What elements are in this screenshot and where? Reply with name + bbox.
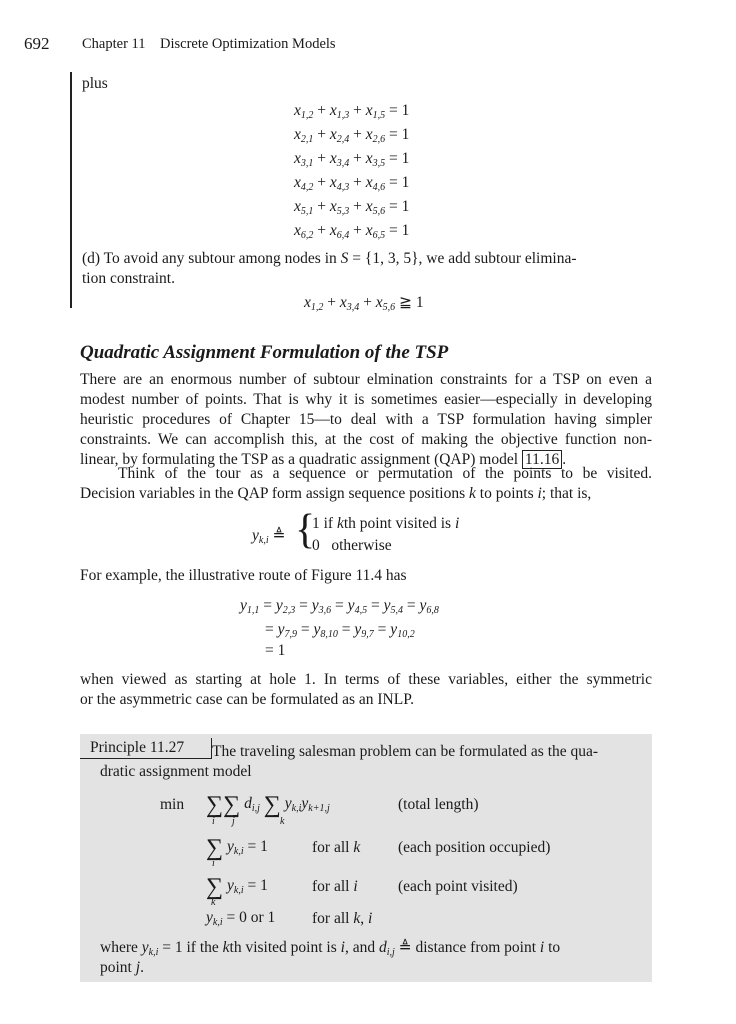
for-all-i: for all i [312,878,358,895]
where-clause-line2: point j. [100,959,144,976]
sum-index-i-2: i [212,858,215,869]
min-label: min [160,796,185,813]
objective-function: ∑∑ $d_{i,j}$ ∑ $y_{k,i}y_{k+1,j}$ [206,792,330,818]
section-paragraph-2: Think of the tour as a sequence or permutation of the points to be visited. Decision variables in the QAP form assign sequence positions k to points i; that is, [80,465,652,502]
running-title: Chapter 11 Discrete Optimization Models [82,36,336,52]
note-total-length: (total length) [398,796,479,813]
example-intro: For example, the illustrative route of Figure 11.4 has [80,567,407,584]
principle-label: Principle 11.27 [80,738,212,759]
point-constraint: ∑ $y_{k,i} = 1$ [206,874,268,900]
note-point: (each point visited) [398,878,518,895]
route-equation-line1: $y_{1,1} = y_{2,3} = y_{3,6} = y_{4,5} = y_{5,4} = y_{6,8}$ [240,597,439,616]
principle-text-line1: The traveling salesman problem can be formulated as the qua- [212,743,599,760]
principle-text-line2: dratic assignment model [100,763,252,780]
sum-index-k-2: k [211,897,216,908]
constraint-node1: $x_{1,2} + x_{1,3} + x_{1,5} = 1$ [294,102,410,121]
sum-index-i: i [212,816,215,827]
constraint-node5: $x_{5,1} + x_{5,3} + x_{5,6} = 1$ [294,198,410,217]
model-reference-link[interactable]: 11.16 [522,450,562,469]
note-position: (each position occupied) [398,839,551,856]
constraint-node6: $x_{6,2} + x_{6,4} + x_{6,5} = 1$ [294,222,410,241]
y-definition-lhs: $y_{k,i}$ ≜ [252,527,286,546]
position-constraint: ∑ $y_{k,i} = 1$ [206,835,268,861]
page-number: 692 [24,34,50,53]
route-equation-line3: = 1 [265,642,286,659]
constraint-node4: $x_{4,2} + x_{4,3} + x_{4,6} = 1$ [294,174,410,193]
where-clause-line1: where $y_{k,i} = 1$ if the kth visited point is i, and $d_{i,j}$ ≜ distance from point i to [100,939,561,958]
for-all-k-i: for all k, i [312,910,373,927]
binary-constraint: $y_{k,i} = 0$ or 1 [206,909,276,928]
sum-index-j: j [232,816,235,827]
part-d-line1: (d) To avoid any subtour among nodes in S = {1, 3, 5}, we add subtour elimina- [82,250,577,267]
solution-margin-bar [70,72,72,308]
section-paragraph-1: There are an enormous number of subtour elmination constraints for a TSP on even a modest number of points. That is why it is sometimes easier—especially in developing heuristic procedures of Chapter 15—to deal with a TSP formulation having simpler constraints. We can accomplish this, at the cost of making the objective function non- linear, by formulating the TSP as a quadratic assignment (QAP) model 11.16 . [80,371,652,468]
constraint-node3: $x_{3,1} + x_{3,4} + x_{3,5} = 1$ [294,150,410,169]
y-definition-case2: 0 otherwise [312,537,392,554]
route-equation-line2: = $y_{7,9} = y_{8,10} = y_{9,7} = y_{10,2}$ [265,621,415,640]
subtour-constraint: $x_{1,2} + x_{3,4} + x_{5,6}$ ≧ 1 [304,294,424,313]
constraint-node2: $x_{2,1} + x_{2,4} + x_{2,6} = 1$ [294,126,410,145]
sum-index-k: k [280,816,285,827]
section-title: Quadratic Assignment Formulation of the TSP [80,342,449,363]
definition-brace: { [295,507,316,553]
after-example-paragraph: when viewed as starting at hole 1. In terms of these variables, either the symmetric or the asymmetric case can be formulated as an INLP. [80,671,652,708]
plus-text: plus [82,75,108,92]
part-d-line2: tion constraint. [82,270,175,287]
for-all-k: for all k [312,839,361,856]
y-definition-case1: 1 if kth point visited is i [312,515,460,532]
